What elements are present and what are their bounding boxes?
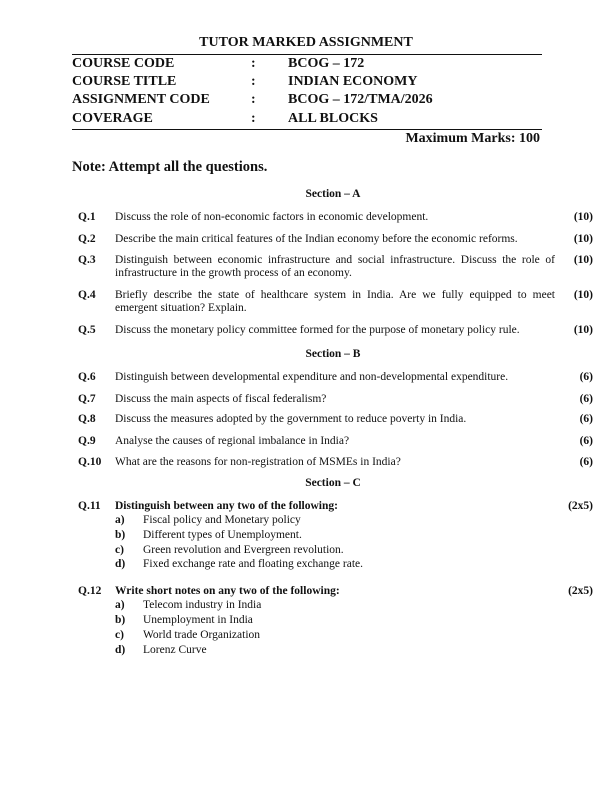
- question-number: Q.5: [78, 324, 96, 336]
- question-marks: (10): [573, 289, 593, 301]
- question-text: What are the reasons for non-registration of MSMEs in India?: [115, 456, 401, 468]
- question-marks: (10): [573, 211, 593, 223]
- question-text: Discuss the monetary policy committee formed for the purpose of monetary policy rule.: [115, 324, 520, 336]
- question-number: Q.10: [78, 456, 102, 468]
- question-marks: (6): [579, 371, 593, 383]
- header-separator: :: [251, 92, 256, 107]
- option-label: d): [115, 644, 126, 656]
- option-label: c): [115, 629, 124, 641]
- question-text: Briefly describe the state of healthcare system in India. Are we fully equipped to meet emergent situation? Explain.: [115, 289, 555, 314]
- section-c-heading: Section – C: [305, 477, 361, 489]
- maximum-marks: Maximum Marks: 100: [405, 131, 540, 146]
- question-text: Analyse the causes of regional imbalance in India?: [115, 435, 350, 447]
- option-label: c): [115, 544, 124, 556]
- header-label-coverage: COVERAGE: [72, 111, 153, 126]
- question-number: Q.7: [78, 393, 96, 405]
- header-bottom-rule: [72, 129, 542, 130]
- option-label: a): [115, 599, 125, 611]
- instruction-note: Note: Attempt all the questions.: [72, 159, 268, 175]
- option-text: Different types of Unemployment.: [143, 529, 302, 541]
- section-b-heading: Section – B: [305, 348, 361, 360]
- header-separator: :: [251, 56, 256, 71]
- question-marks: (2x5): [568, 585, 593, 597]
- header-label-course-title: COURSE TITLE: [72, 74, 177, 89]
- header-label-course-code: COURSE CODE: [72, 56, 175, 71]
- header-separator: :: [251, 74, 256, 89]
- option-text: Fixed exchange rate and floating exchange rate.: [143, 558, 363, 570]
- question-text: Distinguish between developmental expenditure and non-developmental expenditure.: [115, 371, 509, 383]
- option-label: a): [115, 514, 125, 526]
- question-marks: (6): [579, 456, 593, 468]
- question-text: Discuss the main aspects of fiscal federalism?: [115, 393, 327, 405]
- question-number: Q.4: [78, 289, 96, 301]
- header-label-assignment-code: ASSIGNMENT CODE: [72, 92, 210, 107]
- section-a-heading: Section – A: [305, 188, 361, 200]
- question-marks: (6): [579, 435, 593, 447]
- question-marks: (10): [573, 324, 593, 336]
- question-number: Q.3: [78, 254, 96, 266]
- question-text: Discuss the measures adopted by the government to reduce poverty in India.: [115, 413, 467, 425]
- header-value-coverage: ALL BLOCKS: [288, 111, 378, 126]
- option-label: b): [115, 529, 126, 541]
- question-number: Q.11: [78, 500, 101, 512]
- header-separator: :: [251, 111, 256, 126]
- question-marks: (10): [573, 254, 593, 266]
- option-text: Unemployment in India: [143, 614, 253, 626]
- question-text: Describe the main critical features of the Indian economy before the economic reforms.: [115, 233, 518, 245]
- question-text: Distinguish between any two of the following:: [115, 500, 338, 512]
- question-number: Q.8: [78, 413, 96, 425]
- question-number: Q.6: [78, 371, 96, 383]
- question-text: Write short notes on any two of the following:: [115, 585, 340, 597]
- question-text: Distinguish between economic infrastructure and social infrastructure. Discuss the role of infrastructure in the growth process of an economy.: [115, 254, 555, 279]
- question-marks: (2x5): [568, 500, 593, 512]
- option-text: Green revolution and Evergreen revolution.: [143, 544, 344, 556]
- header-value-course-title: INDIAN ECONOMY: [288, 74, 418, 89]
- question-number: Q.9: [78, 435, 96, 447]
- option-text: Telecom industry in India: [143, 599, 262, 611]
- option-label: b): [115, 614, 126, 626]
- question-number: Q.2: [78, 233, 96, 245]
- option-label: d): [115, 558, 126, 570]
- option-text: World trade Organization: [143, 629, 261, 641]
- question-number: Q.1: [78, 211, 96, 223]
- question-text: Discuss the role of non-economic factors in economic development.: [115, 211, 429, 223]
- header-value-assignment-code: BCOG – 172/TMA/2026: [288, 92, 433, 107]
- option-text: Fiscal policy and Monetary policy: [143, 514, 301, 526]
- question-marks: (6): [579, 413, 593, 425]
- option-text: Lorenz Curve: [143, 644, 207, 656]
- question-number: Q.12: [78, 585, 102, 597]
- header-top-rule: [72, 54, 542, 55]
- document-title: TUTOR MARKED ASSIGNMENT: [199, 35, 413, 50]
- question-marks: (10): [573, 233, 593, 245]
- question-marks: (6): [579, 393, 593, 405]
- header-value-course-code: BCOG – 172: [288, 56, 365, 71]
